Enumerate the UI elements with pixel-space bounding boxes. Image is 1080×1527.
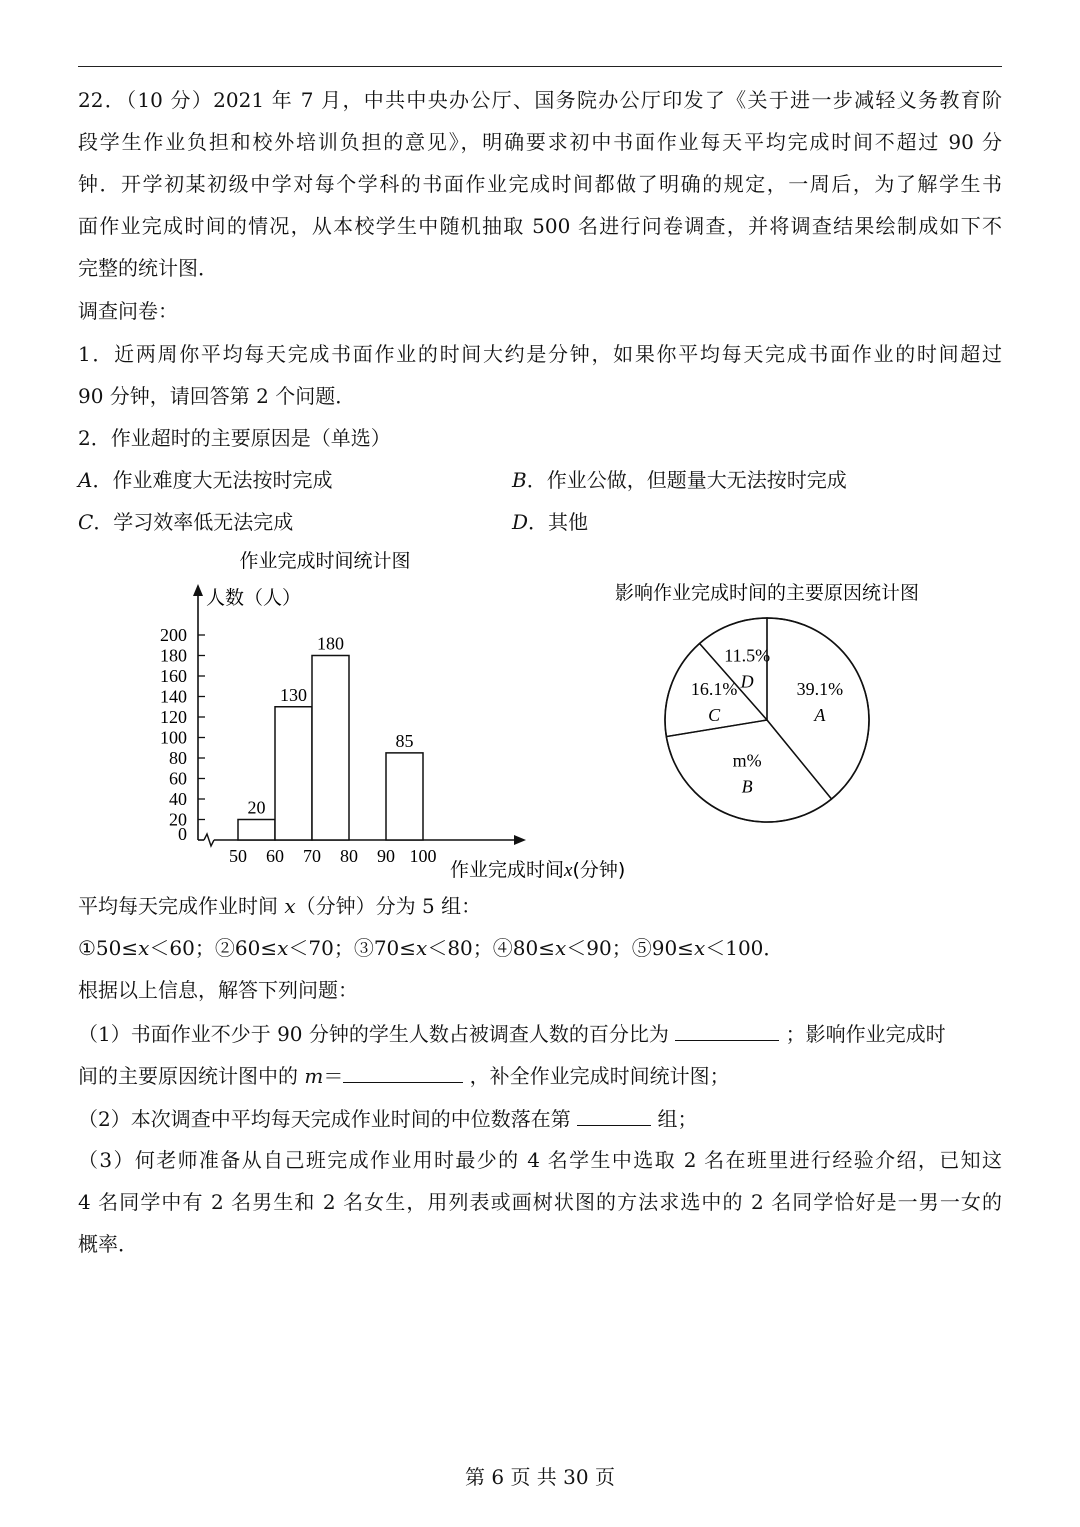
answer-blank-median-group[interactable] xyxy=(577,1103,651,1126)
histogram-bar xyxy=(386,753,423,840)
bar-chart-title: 作业完成时间统计图 xyxy=(239,550,411,572)
y-axis-arrow-icon xyxy=(193,584,203,596)
sub1-b: ；影响作业完成时 xyxy=(779,1022,946,1046)
x-tick-label: 90 xyxy=(377,846,395,866)
x-tick-label: 80 xyxy=(340,846,358,866)
pie-slice-value-label: 11.5% xyxy=(724,645,771,666)
problem-line-5: 完整的统计图． xyxy=(78,256,218,280)
sub2-a: （2）本次调查中平均每天完成作业时间的中位数落在第 xyxy=(78,1107,578,1131)
sub1-a: （1）书面作业不少于 90 分钟的学生人数占被调查人数的百分比为 xyxy=(78,1022,676,1046)
bar-value-label: 180 xyxy=(317,633,344,654)
bar-chart-xlabel xyxy=(450,859,625,881)
sub1-d: ＝ xyxy=(323,1064,344,1088)
y-tick-label: 200 xyxy=(160,625,187,645)
group-2-mark: ②60≤ xyxy=(214,936,278,960)
sub2-b: 组； xyxy=(651,1107,698,1131)
y-tick-label: 40 xyxy=(169,789,187,809)
pie-slice-letter-label: A xyxy=(814,705,826,726)
option-c-text: ．学习效率低无法完成 xyxy=(93,510,294,534)
pie-slice-letter-label: B xyxy=(741,776,753,797)
option-a xyxy=(78,465,332,495)
problem-line-3: 钟．开学初某初级中学对每个学科的书面作业完成时间都做了明确的规定，一周后，为了解学生书 xyxy=(78,172,1002,196)
group-5-var: x xyxy=(693,936,706,960)
survey-title: 调查问卷： xyxy=(78,299,178,323)
sub1-var: m xyxy=(304,1064,324,1088)
sub-question-1-line-1 xyxy=(78,1018,946,1049)
y-tick-label: 180 xyxy=(160,645,187,666)
pie-slice-value-label: m% xyxy=(732,750,762,771)
option-a-text: ．作业难度大无法按时完成 xyxy=(92,468,333,492)
pie-chart xyxy=(590,570,950,840)
option-b-text: ．作业公做，但题量大无法按时完成 xyxy=(526,468,847,492)
y-tick-label: 80 xyxy=(169,748,187,768)
problem-line-2: 段学生作业负担和校外培训负担的意见》，明确要求初中书面作业每天平均完成时间不超过 90 分 xyxy=(78,130,1002,154)
group-3-var: x xyxy=(416,936,428,960)
option-d-text: ．其他 xyxy=(528,510,589,534)
x-axis-arrow-icon xyxy=(514,835,526,845)
group-4-mark: ④80≤ xyxy=(492,936,555,960)
pie-slice-letter-label: C xyxy=(708,705,721,726)
histogram-bar xyxy=(238,820,275,841)
y-tick-label: 120 xyxy=(160,707,187,727)
x-tick-label: 60 xyxy=(266,846,284,866)
x-tick-label: 50 xyxy=(229,846,247,866)
bar-value-label: 130 xyxy=(280,684,307,705)
group-2-upper: ＜70； xyxy=(288,936,354,960)
option-a-letter: A xyxy=(78,468,93,492)
group-2-var: x xyxy=(277,936,289,960)
xlabel-var: x xyxy=(564,860,573,881)
instruction: 根据以上信息，解答下列问题： xyxy=(78,978,358,1002)
group-3-upper: ＜80； xyxy=(427,936,493,960)
group-5-upper: ＜100． xyxy=(705,936,784,960)
bar-value-label: 85 xyxy=(395,730,414,751)
y-tick-label: 0 xyxy=(178,824,187,844)
group-1-upper: ＜60； xyxy=(149,936,215,960)
group-3-mark: ③70≤ xyxy=(353,936,417,960)
sub1-e: ，补全作业完成时间统计图； xyxy=(463,1064,730,1088)
question-2: 2．作业超时的主要原因是（单选） xyxy=(78,426,391,450)
xlabel-prefix: 作业完成时间 xyxy=(450,859,565,881)
sub-question-1-line-2 xyxy=(78,1060,730,1091)
bar-chart-ylabel: 人数（人） xyxy=(206,587,302,609)
sub-question-2 xyxy=(78,1103,697,1134)
pie-chart-title: 影响作业完成时间的主要原因统计图 xyxy=(614,582,920,604)
histogram-bar xyxy=(275,707,312,840)
option-d xyxy=(512,507,588,537)
y-tick-label: 100 xyxy=(160,727,187,748)
sub1-c: 间的主要原因统计图中的 xyxy=(78,1064,305,1088)
y-tick-label: 140 xyxy=(160,686,187,707)
group-1-var: x xyxy=(138,936,150,960)
axis-break-icon xyxy=(204,834,214,846)
answer-blank-m[interactable] xyxy=(343,1060,463,1083)
group-4-var: x xyxy=(555,936,567,960)
header-rule xyxy=(78,66,1002,67)
question-1-line-1: 1．近两周你平均每天完成书面作业的时间大约是分钟，如果你平均每天完成书面作业的时间超过 xyxy=(78,342,1002,366)
group-intro-a: 平均每天完成作业时间 xyxy=(78,894,285,918)
group-4-upper: ＜90； xyxy=(566,936,632,960)
x-tick-label: 70 xyxy=(303,846,321,866)
option-b-letter: B xyxy=(512,468,527,492)
option-d-letter: D xyxy=(512,510,529,534)
page-footer: 第 6 页 共 30 页 xyxy=(465,1465,615,1489)
pie-slice-letter-label: D xyxy=(740,671,754,692)
question-1-line-2: 90 分钟，请回答第 2 个问题． xyxy=(78,384,356,408)
option-c-letter: C xyxy=(78,510,94,534)
problem-line-1: 22．（10 分）2021 年 7 月，中共中央办公厅、国务院办公厅印发了《关于进一步减轻义务教育阶 xyxy=(78,88,1002,112)
group-1-mark: ①50≤ xyxy=(78,936,139,960)
group-5-mark: ⑤90≤ xyxy=(631,936,694,960)
group-intro-b: （分钟）分为 5 组： xyxy=(295,894,482,918)
option-c xyxy=(78,507,293,537)
y-tick-label: 60 xyxy=(169,768,187,789)
y-tick-label: 160 xyxy=(160,666,187,686)
problem-line-4: 面作业完成时间的情况，从本校学生中随机抽取 500 名进行问卷调查，并将调查结果绘制成如下不 xyxy=(78,214,1002,238)
group-list xyxy=(78,933,783,963)
bar-chart xyxy=(150,540,650,885)
sub-question-3-line-1: （3）何老师准备从自己班完成作业用时最少的 4 名学生中选取 2 名在班里进行经验介绍，已知这 xyxy=(78,1148,1002,1172)
y-tick-label: 20 xyxy=(169,809,187,830)
sub-question-3-line-2: 4 名同学中有 2 名男生和 2 名女生，用列表或画树状图的方法求选中的 2 名同学恰好是一男一女的 xyxy=(78,1190,1002,1214)
answer-blank-percent[interactable] xyxy=(675,1018,779,1041)
option-b xyxy=(512,465,847,495)
xlabel-suffix: (分钟) xyxy=(572,859,626,881)
bar-value-label: 20 xyxy=(247,797,266,818)
sub-question-3-line-3: 概率． xyxy=(78,1232,138,1256)
histogram-bar xyxy=(312,656,349,841)
pie-slice-value-label: 39.1% xyxy=(796,679,844,700)
x-tick-label: 100 xyxy=(409,846,437,866)
pie-slice-value-label: 16.1% xyxy=(690,679,738,700)
group-intro xyxy=(78,891,481,921)
group-intro-var: x xyxy=(284,894,296,918)
